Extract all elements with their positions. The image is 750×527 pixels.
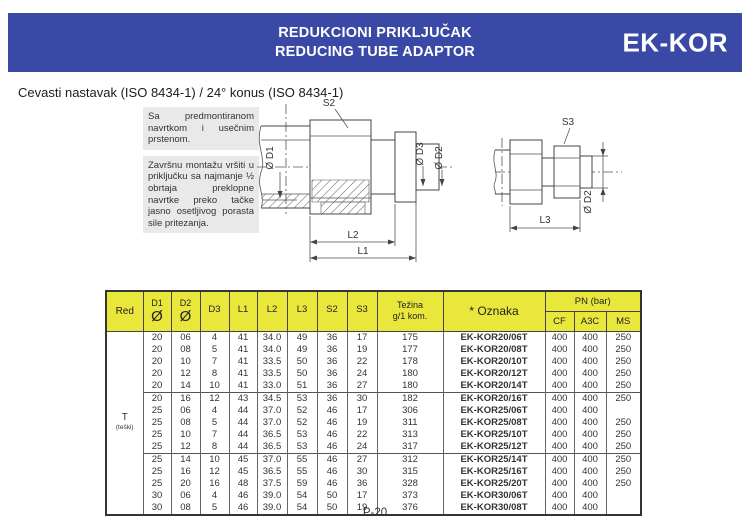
cell-s3: 30 — [347, 466, 377, 478]
cell-tezina: 376 — [377, 502, 443, 515]
cell-s3: 19 — [347, 417, 377, 429]
cell-d1: 20 — [143, 392, 171, 405]
dimension-table — [105, 290, 642, 516]
cell-l1: 41 — [229, 380, 257, 393]
col-red: Red — [106, 291, 143, 331]
label-s3: S3 — [561, 117, 575, 128]
cell-s3: 36 — [347, 478, 377, 490]
cell-s2: 46 — [317, 429, 347, 441]
cell-s3: 17 — [347, 331, 377, 344]
cell-s3: 27 — [347, 380, 377, 393]
cell-cf: 400 — [545, 417, 574, 429]
cell-l3: 52 — [287, 417, 317, 429]
col-l2: L2 — [257, 291, 287, 331]
cell-l2: 39.0 — [257, 490, 287, 502]
cell-oznaka: EK-KOR25/16T — [443, 466, 545, 478]
cell-l2: 33.5 — [257, 368, 287, 380]
cell-l3: 55 — [287, 453, 317, 466]
cell-oznaka: EK-KOR20/06T — [443, 331, 545, 344]
cell-l2: 36.5 — [257, 466, 287, 478]
cell-a3c: 400 — [574, 392, 606, 405]
cell-d2: 06 — [171, 331, 200, 344]
cell-l2: 37.0 — [257, 453, 287, 466]
cell-oznaka: EK-KOR20/14T — [443, 380, 545, 393]
table-row — [106, 429, 641, 441]
cell-l2: 37.0 — [257, 417, 287, 429]
table-header — [106, 291, 641, 331]
cell-l2: 36.5 — [257, 441, 287, 454]
table-row — [106, 490, 641, 502]
cell-d3: 4 — [200, 490, 229, 502]
cell-d3: 4 — [200, 331, 229, 344]
cell-l3: 54 — [287, 502, 317, 515]
cell-s2: 50 — [317, 490, 347, 502]
cell-ms: 250 — [606, 466, 641, 478]
cell-ms — [606, 490, 641, 502]
cell-oznaka: EK-KOR25/10T — [443, 429, 545, 441]
cell-a3c: 400 — [574, 490, 606, 502]
table-row — [106, 344, 641, 356]
label-s2: S2 — [322, 98, 336, 109]
col-d3: D3 — [200, 291, 229, 331]
cell-oznaka: EK-KOR30/06T — [443, 490, 545, 502]
cell-d2: 16 — [171, 392, 200, 405]
col-tezina-line1: Težina — [396, 300, 423, 311]
cell-ms: 250 — [606, 344, 641, 356]
cell-d1: 25 — [143, 441, 171, 454]
series-cell — [106, 331, 143, 515]
cell-l1: 41 — [229, 344, 257, 356]
fitting-body — [310, 120, 439, 214]
col-d2 — [171, 291, 200, 331]
label-l3: L3 — [539, 215, 551, 226]
cell-a3c: 400 — [574, 429, 606, 441]
cell-d3: 4 — [200, 405, 229, 417]
cell-d2: 12 — [171, 441, 200, 454]
col-l3: L3 — [287, 291, 317, 331]
table-body — [106, 331, 641, 515]
cell-l1: 45 — [229, 466, 257, 478]
col-a3c: A3C — [574, 311, 606, 331]
cell-tezina: 328 — [377, 478, 443, 490]
cell-s3: 27 — [347, 453, 377, 466]
cell-l1: 44 — [229, 405, 257, 417]
cell-d1: 20 — [143, 380, 171, 393]
technical-drawing-main — [253, 96, 505, 266]
cell-l1: 44 — [229, 429, 257, 441]
cell-ms: 250 — [606, 331, 641, 344]
cell-oznaka: EK-KOR20/16T — [443, 392, 545, 405]
col-d1-label: D1 — [151, 298, 163, 309]
label-l1: L1 — [357, 246, 369, 257]
cell-tezina: 311 — [377, 417, 443, 429]
table-row — [106, 380, 641, 393]
series-label: T — [121, 412, 128, 423]
table-row — [106, 392, 641, 405]
cell-ms: 250 — [606, 392, 641, 405]
cell-s2: 46 — [317, 405, 347, 417]
table-row — [106, 368, 641, 380]
cell-d3: 10 — [200, 453, 229, 466]
cell-s3: 24 — [347, 368, 377, 380]
cell-oznaka: EK-KOR20/12T — [443, 368, 545, 380]
cell-l3: 51 — [287, 380, 317, 393]
cell-oznaka: EK-KOR20/10T — [443, 356, 545, 368]
cell-d1: 20 — [143, 356, 171, 368]
col-pn-group: PN (bar) — [545, 291, 641, 311]
col-oznaka: * Oznaka — [443, 291, 545, 331]
cell-tezina: 306 — [377, 405, 443, 417]
cell-tezina: 313 — [377, 429, 443, 441]
cell-oznaka: EK-KOR25/14T — [443, 453, 545, 466]
cell-oznaka: EK-KOR25/08T — [443, 417, 545, 429]
cell-l2: 37.0 — [257, 405, 287, 417]
cell-a3c: 400 — [574, 331, 606, 344]
label-d3: Ø D3 — [415, 142, 426, 166]
cell-d3: 5 — [200, 502, 229, 515]
cell-l3: 59 — [287, 478, 317, 490]
table-row — [106, 478, 641, 490]
cell-tezina: 315 — [377, 466, 443, 478]
cell-l2: 39.0 — [257, 502, 287, 515]
label-d2-side: Ø D2 — [583, 190, 594, 214]
cell-l3: 49 — [287, 331, 317, 344]
cell-cf: 400 — [545, 429, 574, 441]
cell-l2: 33.0 — [257, 380, 287, 393]
cell-a3c: 400 — [574, 356, 606, 368]
table-row — [106, 405, 641, 417]
cell-s2: 46 — [317, 478, 347, 490]
cell-l3: 53 — [287, 392, 317, 405]
cell-a3c: 400 — [574, 441, 606, 454]
cell-cf: 400 — [545, 478, 574, 490]
cell-l1: 41 — [229, 356, 257, 368]
cell-ms: 250 — [606, 453, 641, 466]
cell-tezina: 180 — [377, 380, 443, 393]
cell-oznaka: EK-KOR20/08T — [443, 344, 545, 356]
cell-l3: 49 — [287, 344, 317, 356]
cell-d1: 25 — [143, 429, 171, 441]
cell-ms: 250 — [606, 356, 641, 368]
cell-cf: 400 — [545, 380, 574, 393]
cell-l3: 52 — [287, 405, 317, 417]
cell-a3c: 400 — [574, 417, 606, 429]
cell-d1: 20 — [143, 331, 171, 344]
cell-l1: 48 — [229, 478, 257, 490]
cell-cf: 400 — [545, 490, 574, 502]
notes-column — [143, 107, 259, 233]
table-row — [106, 453, 641, 466]
cell-d1: 25 — [143, 417, 171, 429]
product-code: EK-KOR — [622, 27, 728, 57]
col-d2-label: D2 — [179, 298, 192, 309]
cell-l2: 34.5 — [257, 392, 287, 405]
cell-s3: 19 — [347, 344, 377, 356]
label-d2: Ø D2 — [434, 146, 445, 170]
cell-a3c: 400 — [574, 453, 606, 466]
cell-d3: 10 — [200, 380, 229, 393]
cell-a3c: 400 — [574, 478, 606, 490]
title-serbian: REDUKCIONI PRIKLJUČAK — [278, 24, 472, 41]
cell-d2: 20 — [171, 478, 200, 490]
cell-s2: 36 — [317, 344, 347, 356]
cell-tezina: 312 — [377, 453, 443, 466]
cell-l1: 44 — [229, 441, 257, 454]
cell-d2: 08 — [171, 344, 200, 356]
cell-ms — [606, 405, 641, 417]
cell-tezina: 177 — [377, 344, 443, 356]
cell-s2: 46 — [317, 466, 347, 478]
cell-s2: 46 — [317, 417, 347, 429]
cell-l3: 50 — [287, 356, 317, 368]
cell-a3c: 400 — [574, 502, 606, 515]
label-l2: L2 — [347, 230, 359, 241]
cell-s2: 50 — [317, 502, 347, 515]
cell-a3c: 400 — [574, 466, 606, 478]
label-d1: Ø D1 — [265, 146, 276, 170]
cell-s3: 24 — [347, 441, 377, 454]
series-sublabel: (teški) — [115, 424, 134, 431]
page-number: P-20 — [362, 507, 388, 519]
cell-ms: 250 — [606, 478, 641, 490]
cell-ms: 250 — [606, 417, 641, 429]
cell-s2: 36 — [317, 331, 347, 344]
title-english: REDUCING TUBE ADAPTOR — [275, 43, 475, 60]
cell-oznaka: EK-KOR25/20T — [443, 478, 545, 490]
cell-s2: 36 — [317, 392, 347, 405]
cell-tezina: 182 — [377, 392, 443, 405]
cell-d2: 10 — [171, 429, 200, 441]
table-row — [106, 441, 641, 454]
cell-a3c: 400 — [574, 368, 606, 380]
cell-cf: 400 — [545, 441, 574, 454]
cell-d3: 12 — [200, 392, 229, 405]
cell-cf: 400 — [545, 344, 574, 356]
col-ms: MS — [606, 311, 641, 331]
cell-cf: 400 — [545, 356, 574, 368]
cell-a3c: 400 — [574, 344, 606, 356]
cell-cf: 400 — [545, 368, 574, 380]
cell-s3: 17 — [347, 490, 377, 502]
drawing-side-svg — [492, 112, 647, 252]
cell-d3: 7 — [200, 429, 229, 441]
cell-d3: 12 — [200, 466, 229, 478]
cell-l1: 41 — [229, 368, 257, 380]
cell-a3c: 400 — [574, 405, 606, 417]
cell-ms: 250 — [606, 441, 641, 454]
cell-l2: 37.5 — [257, 478, 287, 490]
cell-tezina: 317 — [377, 441, 443, 454]
cell-cf: 400 — [545, 502, 574, 515]
cell-s2: 46 — [317, 453, 347, 466]
cell-tezina: 175 — [377, 331, 443, 344]
col-s2: S2 — [317, 291, 347, 331]
cell-d3: 5 — [200, 417, 229, 429]
cell-l3: 54 — [287, 490, 317, 502]
cell-cf: 400 — [545, 405, 574, 417]
cell-l1: 46 — [229, 490, 257, 502]
cell-ms: 250 — [606, 429, 641, 441]
subtitle: Cevasti nastavak (ISO 8434-1) / 24° konus (ISO 8434-1) — [18, 85, 344, 100]
cell-ms: 250 — [606, 380, 641, 393]
table-row — [106, 417, 641, 429]
cell-d1: 25 — [143, 466, 171, 478]
table-row — [106, 331, 641, 344]
cell-l1: 41 — [229, 331, 257, 344]
cell-l2: 34.0 — [257, 344, 287, 356]
cell-cf: 400 — [545, 453, 574, 466]
col-cf: CF — [545, 311, 574, 331]
cell-l1: 45 — [229, 453, 257, 466]
cell-cf: 400 — [545, 392, 574, 405]
cell-l2: 34.0 — [257, 331, 287, 344]
cell-d1: 25 — [143, 453, 171, 466]
cell-s3: 19 — [347, 502, 377, 515]
cell-s2: 36 — [317, 356, 347, 368]
cell-a3c: 400 — [574, 380, 606, 393]
cell-s2: 36 — [317, 368, 347, 380]
diameter-symbol: Ø — [151, 308, 163, 326]
cell-d1: 20 — [143, 344, 171, 356]
cell-d2: 10 — [171, 356, 200, 368]
col-d1 — [143, 291, 171, 331]
note-premounted: Sa predmontiranom navrtkom i usečnim prstenom. — [143, 107, 259, 150]
diameter-symbol: Ø — [179, 308, 192, 326]
cell-d2: 08 — [171, 417, 200, 429]
cell-d2: 06 — [171, 490, 200, 502]
cell-s2: 36 — [317, 380, 347, 393]
cell-d1: 30 — [143, 490, 171, 502]
cell-l1: 46 — [229, 502, 257, 515]
cell-d3: 5 — [200, 344, 229, 356]
cell-d3: 7 — [200, 356, 229, 368]
cell-d1: 25 — [143, 405, 171, 417]
cell-oznaka: EK-KOR25/06T — [443, 405, 545, 417]
note-assembly: Završnu montažu vršiti u priključku sa najmanje ½ obrtaja preklopne navrtke preko tačke jasno osetljivog porasta sile pritezanja. — [143, 156, 259, 234]
cell-d2: 16 — [171, 466, 200, 478]
cell-l3: 55 — [287, 466, 317, 478]
cell-oznaka: EK-KOR25/12T — [443, 441, 545, 454]
cell-d1: 20 — [143, 368, 171, 380]
col-s3: S3 — [347, 291, 377, 331]
table-row — [106, 356, 641, 368]
cell-tezina: 180 — [377, 368, 443, 380]
cell-d2: 14 — [171, 380, 200, 393]
cell-l3: 53 — [287, 429, 317, 441]
cell-tezina: 373 — [377, 490, 443, 502]
drawing-main-svg — [253, 96, 505, 266]
col-tezina-line2: g/1 kom. — [392, 311, 428, 322]
cell-l3: 53 — [287, 441, 317, 454]
cell-oznaka: EK-KOR30/08T — [443, 502, 545, 515]
cell-s3: 30 — [347, 392, 377, 405]
cell-s3: 22 — [347, 429, 377, 441]
cell-ms: 250 — [606, 368, 641, 380]
cell-d3: 8 — [200, 441, 229, 454]
cell-l2: 36.5 — [257, 429, 287, 441]
cell-d2: 14 — [171, 453, 200, 466]
cell-cf: 400 — [545, 466, 574, 478]
cell-d1: 25 — [143, 478, 171, 490]
cell-d3: 16 — [200, 478, 229, 490]
cell-d2: 06 — [171, 405, 200, 417]
cell-l2: 33.5 — [257, 356, 287, 368]
cell-d2: 12 — [171, 368, 200, 380]
col-tezina — [377, 291, 443, 331]
header-bar — [8, 13, 742, 72]
cell-d3: 8 — [200, 368, 229, 380]
cell-s3: 22 — [347, 356, 377, 368]
cell-l3: 50 — [287, 368, 317, 380]
cell-l1: 44 — [229, 417, 257, 429]
cell-l1: 43 — [229, 392, 257, 405]
cell-d2: 08 — [171, 502, 200, 515]
cell-d1: 30 — [143, 502, 171, 515]
cell-cf: 400 — [545, 331, 574, 344]
col-l1: L1 — [229, 291, 257, 331]
cell-s3: 17 — [347, 405, 377, 417]
cell-s2: 46 — [317, 441, 347, 454]
table-row — [106, 466, 641, 478]
cell-tezina: 178 — [377, 356, 443, 368]
technical-drawing-side — [492, 112, 647, 252]
